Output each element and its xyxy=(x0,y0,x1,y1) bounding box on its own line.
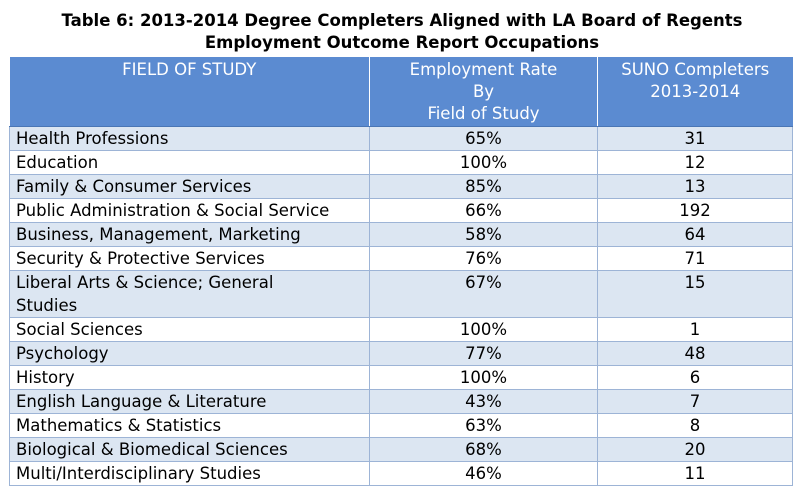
cell-field-of-study xyxy=(10,366,370,390)
cell-employment-rate: 68% xyxy=(370,438,598,462)
table-row xyxy=(10,199,793,223)
field-name-line: Public Administration & Social Service xyxy=(16,201,330,220)
table-row xyxy=(10,438,793,462)
cell-suno-completers: 13 xyxy=(598,175,793,199)
field-name-line: Studies xyxy=(16,296,78,315)
table-body xyxy=(10,127,793,486)
cell-field-of-study xyxy=(10,414,370,438)
cell-field-of-study xyxy=(10,175,370,199)
header-field-of-study xyxy=(10,57,370,127)
cell-field-of-study xyxy=(10,318,370,342)
cell-employment-rate: 58% xyxy=(370,223,598,247)
table-row xyxy=(10,462,793,486)
cell-employment-rate: 100% xyxy=(370,151,598,175)
field-name-line: Multi/Interdisciplinary Studies xyxy=(16,464,261,483)
field-name-line: Mathematics & Statistics xyxy=(16,416,222,435)
header-completers-line-1: SUNO Completers xyxy=(621,60,770,79)
header-suno-completers xyxy=(598,57,793,127)
cell-suno-completers: 1 xyxy=(598,318,793,342)
cell-suno-completers: 8 xyxy=(598,414,793,438)
table-row xyxy=(10,247,793,271)
cell-suno-completers: 20 xyxy=(598,438,793,462)
table-row xyxy=(10,414,793,438)
cell-suno-completers: 31 xyxy=(598,127,793,151)
cell-field-of-study xyxy=(10,438,370,462)
cell-employment-rate: 63% xyxy=(370,414,598,438)
header-row xyxy=(10,57,793,127)
table-row xyxy=(10,318,793,342)
cell-suno-completers: 71 xyxy=(598,247,793,271)
table-row xyxy=(10,271,793,318)
cell-employment-rate: 76% xyxy=(370,247,598,271)
cell-employment-rate: 77% xyxy=(370,342,598,366)
cell-suno-completers: 192 xyxy=(598,199,793,223)
header-field-line: FIELD OF STUDY xyxy=(122,60,257,79)
cell-field-of-study xyxy=(10,247,370,271)
header-employment-line-1: Employment Rate xyxy=(409,60,558,79)
cell-employment-rate: 67% xyxy=(370,271,598,318)
cell-field-of-study xyxy=(10,151,370,175)
table-row xyxy=(10,366,793,390)
cell-field-of-study xyxy=(10,223,370,247)
cell-employment-rate: 65% xyxy=(370,127,598,151)
cell-employment-rate: 66% xyxy=(370,199,598,223)
header-employment-line-3: Field of Study xyxy=(427,104,540,123)
cell-field-of-study xyxy=(10,390,370,414)
cell-field-of-study xyxy=(10,462,370,486)
table-header xyxy=(10,57,793,127)
cell-suno-completers: 48 xyxy=(598,342,793,366)
table-row xyxy=(10,390,793,414)
field-name-line: Business, Management, Marketing xyxy=(16,225,301,244)
field-name-line: Health Professions xyxy=(16,129,169,148)
field-name-line: Psychology xyxy=(16,344,109,363)
field-name-line: Social Sciences xyxy=(16,320,143,339)
cell-employment-rate: 100% xyxy=(370,318,598,342)
field-name-line: Security & Protective Services xyxy=(16,249,265,268)
cell-field-of-study xyxy=(10,199,370,223)
caption-line-1: Table 6: 2013-2014 Degree Completers Aligned with LA Board of Regents xyxy=(61,11,743,30)
cell-field-of-study xyxy=(10,271,370,318)
header-employment-rate xyxy=(370,57,598,127)
table-row xyxy=(10,151,793,175)
field-name-line: Education xyxy=(16,153,99,172)
table-row xyxy=(10,127,793,151)
degree-completers-table xyxy=(9,57,793,486)
cell-employment-rate: 100% xyxy=(370,366,598,390)
cell-employment-rate: 46% xyxy=(370,462,598,486)
table-row xyxy=(10,175,793,199)
field-name-line: History xyxy=(16,368,75,387)
cell-suno-completers: 64 xyxy=(598,223,793,247)
cell-suno-completers: 12 xyxy=(598,151,793,175)
table-row xyxy=(10,342,793,366)
field-name-line: Liberal Arts & Science; General xyxy=(16,273,274,292)
caption-line-2: Employment Outcome Report Occupations xyxy=(204,33,600,52)
cell-suno-completers: 15 xyxy=(598,271,793,318)
table-caption xyxy=(0,10,804,54)
cell-employment-rate: 85% xyxy=(370,175,598,199)
header-completers-line-2: 2013-2014 xyxy=(650,82,741,101)
cell-suno-completers: 7 xyxy=(598,390,793,414)
header-employment-line-2: By xyxy=(472,82,495,101)
field-name-line: English Language & Literature xyxy=(16,392,267,411)
field-name-line: Family & Consumer Services xyxy=(16,177,252,196)
table-row xyxy=(10,223,793,247)
cell-suno-completers: 11 xyxy=(598,462,793,486)
field-name-line: Biological & Biomedical Sciences xyxy=(16,440,288,459)
cell-field-of-study xyxy=(10,127,370,151)
cell-suno-completers: 6 xyxy=(598,366,793,390)
cell-employment-rate: 43% xyxy=(370,390,598,414)
cell-field-of-study xyxy=(10,342,370,366)
